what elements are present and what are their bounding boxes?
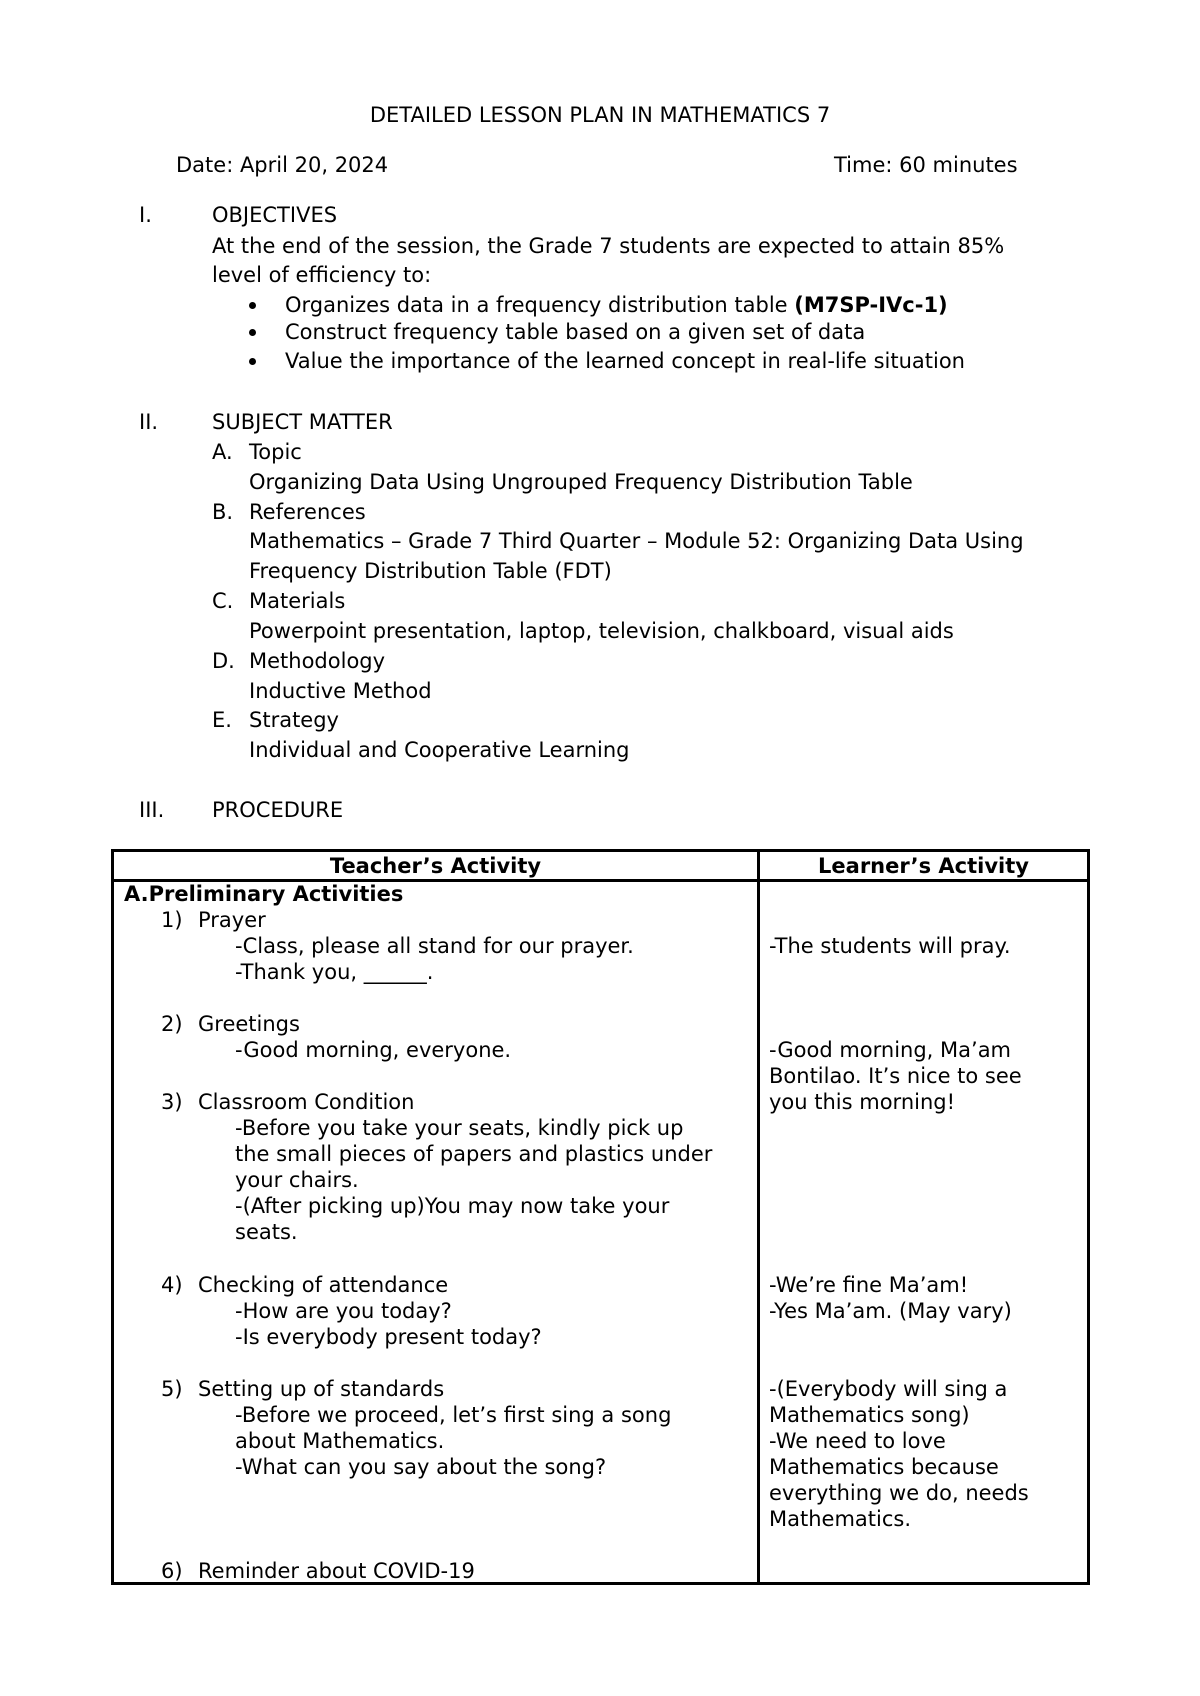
lesson-date: Date: April 20, 2024 <box>176 153 389 177</box>
subject-item-detail: Organizing Data Using Ungrouped Frequency Distribution Table <box>249 470 913 494</box>
learner-line: everything we do, needs <box>769 1481 1029 1505</box>
section-heading-subject-matter: SUBJECT MATTER <box>212 410 393 434</box>
table-header-teacher: Teacher’s Activity <box>329 854 542 878</box>
subject-item-label: References <box>249 500 366 524</box>
objective-item: Value the importance of the learned concept in real-life situation <box>285 349 965 373</box>
table-header-learner: Learner’s Activity <box>818 854 1029 878</box>
subject-item-letter: D. <box>212 649 235 673</box>
objective-item: Construct frequency table based on a given set of data <box>285 320 866 344</box>
learner-line: Mathematics because <box>769 1455 999 1479</box>
lesson-time: Time: 60 minutes <box>834 153 1018 177</box>
objectives-intro-line: At the end of the session, the Grade 7 students are expected to attain 85% <box>212 234 1005 258</box>
teacher-line: the small pieces of papers and plastics under <box>235 1142 713 1166</box>
section-heading-procedure: PROCEDURE <box>212 798 344 822</box>
subject-item-label: Topic <box>249 440 302 464</box>
step-title: Classroom Condition <box>198 1090 415 1114</box>
competency-code: (M7SP-IVc-1) <box>794 293 948 317</box>
section-numeral-procedure: III. <box>139 798 165 822</box>
bullet-dot <box>249 302 256 309</box>
subject-item-detail: Individual and Cooperative Learning <box>249 738 630 762</box>
step-number: 2) <box>161 1012 183 1036</box>
step-title: Greetings <box>198 1012 300 1036</box>
learner-line: -The students will pray. <box>769 934 1011 958</box>
section-numeral-objectives: I. <box>139 203 152 227</box>
objectives-intro-line: level of efficiency to: <box>212 263 432 287</box>
teacher-line: seats. <box>235 1220 298 1244</box>
subject-item-label: Materials <box>249 589 346 613</box>
teacher-line: -What can you say about the song? <box>235 1455 607 1479</box>
step-title: Checking of attendance <box>198 1273 449 1297</box>
step-number: 4) <box>161 1273 183 1297</box>
learner-line: Mathematics song) <box>769 1403 970 1427</box>
teacher-line: -How are you today? <box>235 1299 452 1323</box>
section-numeral-subject-matter: II. <box>139 410 159 434</box>
procedure-table <box>111 849 1090 1585</box>
objective-item: Organizes data in a frequency distribution table (M7SP-IVc-1) <box>285 293 948 317</box>
learner-line: -We need to love <box>769 1429 946 1453</box>
step-title: Prayer <box>198 908 266 932</box>
subject-item-detail: Frequency Distribution Table (FDT) <box>249 559 612 583</box>
step-number: 6) <box>161 1559 183 1583</box>
teacher-line: -Before we proceed, let’s first sing a song <box>235 1403 672 1427</box>
learner-line: -We’re fine Ma’am! <box>769 1273 969 1297</box>
teacher-line: -Class, please all stand for our prayer. <box>235 934 634 958</box>
step-title: Reminder about COVID-19 <box>198 1559 475 1583</box>
subject-item-detail: Mathematics – Grade 7 Third Quarter – Module 52: Organizing Data Using <box>249 529 1024 553</box>
learner-line: Bontilao. It’s nice to see <box>769 1064 1022 1088</box>
document-title: DETAILED LESSON PLAN IN MATHEMATICS 7 <box>369 103 831 127</box>
section-heading-objectives: OBJECTIVES <box>212 203 338 227</box>
subject-item-letter: C. <box>212 589 234 613</box>
bullet-dot <box>249 329 256 336</box>
bullet-dot <box>249 358 256 365</box>
step-title: Setting up of standards <box>198 1377 445 1401</box>
step-number: 5) <box>161 1377 183 1401</box>
teacher-line: -Is everybody present today? <box>235 1325 542 1349</box>
learner-line: -(Everybody will sing a <box>769 1377 1008 1401</box>
step-number: 3) <box>161 1090 183 1114</box>
subject-item-letter: A. <box>212 440 233 464</box>
learner-line: -Good morning, Ma’am <box>769 1038 1012 1062</box>
table-column-divider <box>757 852 760 1582</box>
subject-item-label: Strategy <box>249 708 339 732</box>
teacher-line: -(After picking up)You may now take your <box>235 1194 670 1218</box>
teacher-line: about Mathematics. <box>235 1429 445 1453</box>
teacher-line: -Thank you, ______. <box>235 960 434 984</box>
subject-item-label: Methodology <box>249 649 386 673</box>
table-section-title: A.Preliminary Activities <box>124 882 404 906</box>
subject-item-letter: B. <box>212 500 234 524</box>
subject-item-detail: Inductive Method <box>249 679 432 703</box>
teacher-line: your chairs. <box>235 1168 359 1192</box>
learner-line: -Yes Ma’am. (May vary) <box>769 1299 1012 1323</box>
step-number: 1) <box>161 908 183 932</box>
learner-line: Mathematics. <box>769 1507 912 1531</box>
subject-item-detail: Powerpoint presentation, laptop, television, chalkboard, visual aids <box>249 619 954 643</box>
teacher-line: -Before you take your seats, kindly pick up <box>235 1116 684 1140</box>
subject-item-letter: E. <box>212 708 232 732</box>
teacher-line: -Good morning, everyone. <box>235 1038 512 1062</box>
learner-line: you this morning! <box>769 1090 956 1114</box>
